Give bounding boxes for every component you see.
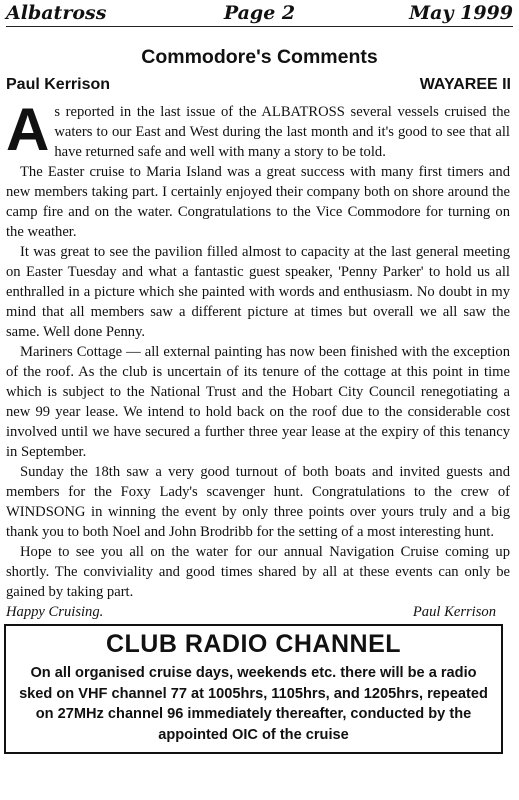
publication-name: Albatross [6,2,107,24]
issue-date: May 1999 [409,2,513,24]
vessel-name: WAYAREE II [419,76,511,93]
paragraph: Hope to see you all on the water for our annual Navigation Cruise coming up shortly. The conviviality and good times shared by all at these events can only be gained by taking part. [6,544,510,600]
article-body [6,96,510,622]
paragraph [6,96,510,163]
radio-channel-notice [4,624,503,754]
signoff [6,602,510,622]
notice-text: On all organised cruise days, weekends etc. there will be a radio sked on VHF channel 77 at 1005hrs, 1105hrs, and 1205hrs, repeated on 27MHz channel 96 immediately thereafter, conducted by the appointed OIC of the cruise [19,665,488,743]
author-name: Paul Kerrison [6,76,111,93]
drop-cap: A [6,96,50,163]
notice-title: CLUB RADIO CHANNEL [105,630,402,658]
paragraph: Sunday the 18th saw a very good turnout of both boats and invited guests and members for the Foxy Lady's scavenger hunt. Congratulations to the crew of WINDSONG in winning the event by only three points over yours truly and a big thank you to both Noel and John Brodribb for the setting of a most interesting hunt. [6,464,510,540]
signature: Paul Kerrison [412,604,496,620]
closing-text: Happy Cruising. [6,604,104,620]
page-number: Page 2 [223,2,296,24]
article-title: Commodore's Comments [141,46,378,68]
paragraph: The Easter cruise to Maria Island was a great success with many first timers and new members taking part. I certainly enjoyed their company both on shore around the camp fire and on the water. Congratulations to the Vice Commodore for turning on the weather. [6,164,510,240]
page-header [6,2,513,27]
paragraph: It was great to see the pavilion filled almost to capacity at the last general meeting on Easter Tuesday and what a fantastic guest speaker, 'Penny Parker' to hold us all enthralled in a picture which she painted with words and enthusiasm. No doubt in my mind that all members saw a different picture at times but overall we all saw the same. Well done Penny. [6,244,510,340]
paragraph-text: s reported in the last issue of the ALBATROSS several vessels cruised the waters to our East and West during the last month and it's good to see that all have returned safe and well with many a story to be told. [54,104,510,160]
paragraph: Mariners Cottage — all external painting has now been finished with the exception of the roof. As the club is uncertain of its tenure of the cottage at this point in time which is subject to the National Trust and the Hobart City Council renegotiating a new 99 year lease. We intend to hold back on the roof due to the considerable cost involved until we have secured a further three year lease at the expiry of this tenancy in September. [6,344,510,460]
